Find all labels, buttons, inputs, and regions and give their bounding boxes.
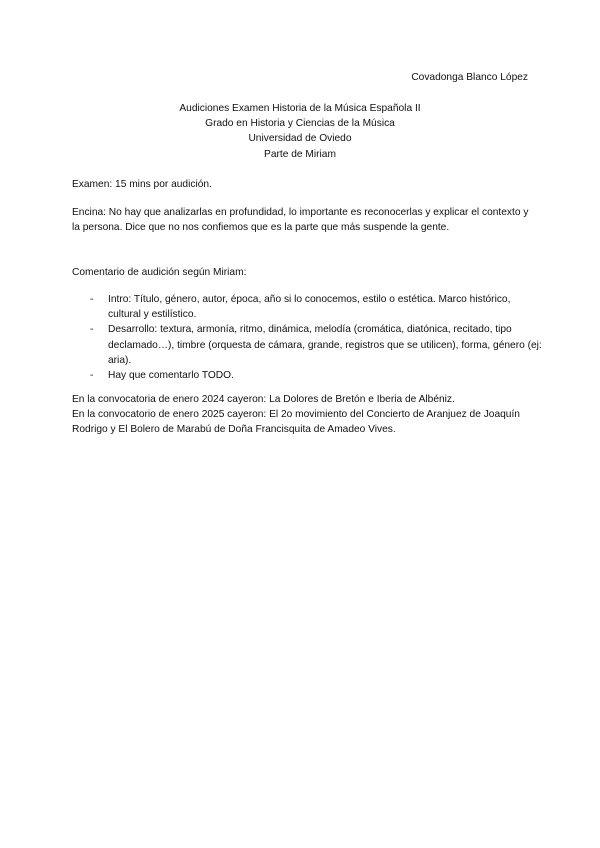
list-item-text: Desarrollo: textura, armonía, ritmo, dinámica, melodía (cromática, diatónica, recitado, tipo declamado…), timbre (orquesta de cámara, grande, registros que se utilicen), forma, género (ej: aria). bbox=[108, 324, 542, 366]
convocatoria-line: En la convocatoria de enero 2024 cayeron: La Dolores de Bretón e Iberia de Albéniz. bbox=[72, 394, 455, 405]
list-item-text: Hay que comentarlo TODO. bbox=[108, 370, 234, 382]
exam-note: Examen: 15 mins por audición. bbox=[72, 179, 212, 190]
convocatoria-line: En la convocatorio de enero 2025 cayeron: El 2o movimiento del Concierto de Aranjuez de Joaquín Rodrigo y El Bolero de Marabú de Doña Francisquita de Amadeo Vives. bbox=[72, 409, 520, 436]
convocatorias-section bbox=[72, 392, 534, 438]
commentary-heading: Comentario de audición según Miriam: bbox=[72, 267, 247, 278]
document-title-block bbox=[0, 101, 600, 162]
title-line: Universidad de Oviedo bbox=[248, 133, 352, 145]
list-item bbox=[72, 292, 542, 322]
title-line: Audiciones Examen Historia de la Música Española II bbox=[179, 103, 421, 114]
title-line: Grado en Historia y Ciencias de la Música bbox=[205, 118, 395, 130]
encina-note: Encina: No hay que analizarlas en profundidad, lo importante es reconocerlas y explicar el contexto y la persona. Dice que no nos confiemos que es la parte que más suspende la gente. bbox=[72, 207, 529, 234]
list-item bbox=[72, 368, 542, 383]
commentary-list bbox=[72, 292, 542, 383]
bullet-marker: - bbox=[90, 370, 94, 382]
author-name: Covadonga Blanco López bbox=[411, 72, 528, 83]
list-item bbox=[72, 322, 542, 368]
bullet-marker: - bbox=[90, 294, 94, 305]
title-line: Parte de Miriam bbox=[264, 148, 336, 160]
bullet-marker: - bbox=[90, 324, 94, 336]
list-item-text: Intro: Título, género, autor, época, año si lo conocemos, estilo o estética. Marco histórico, cultural y estilístico. bbox=[108, 294, 511, 321]
